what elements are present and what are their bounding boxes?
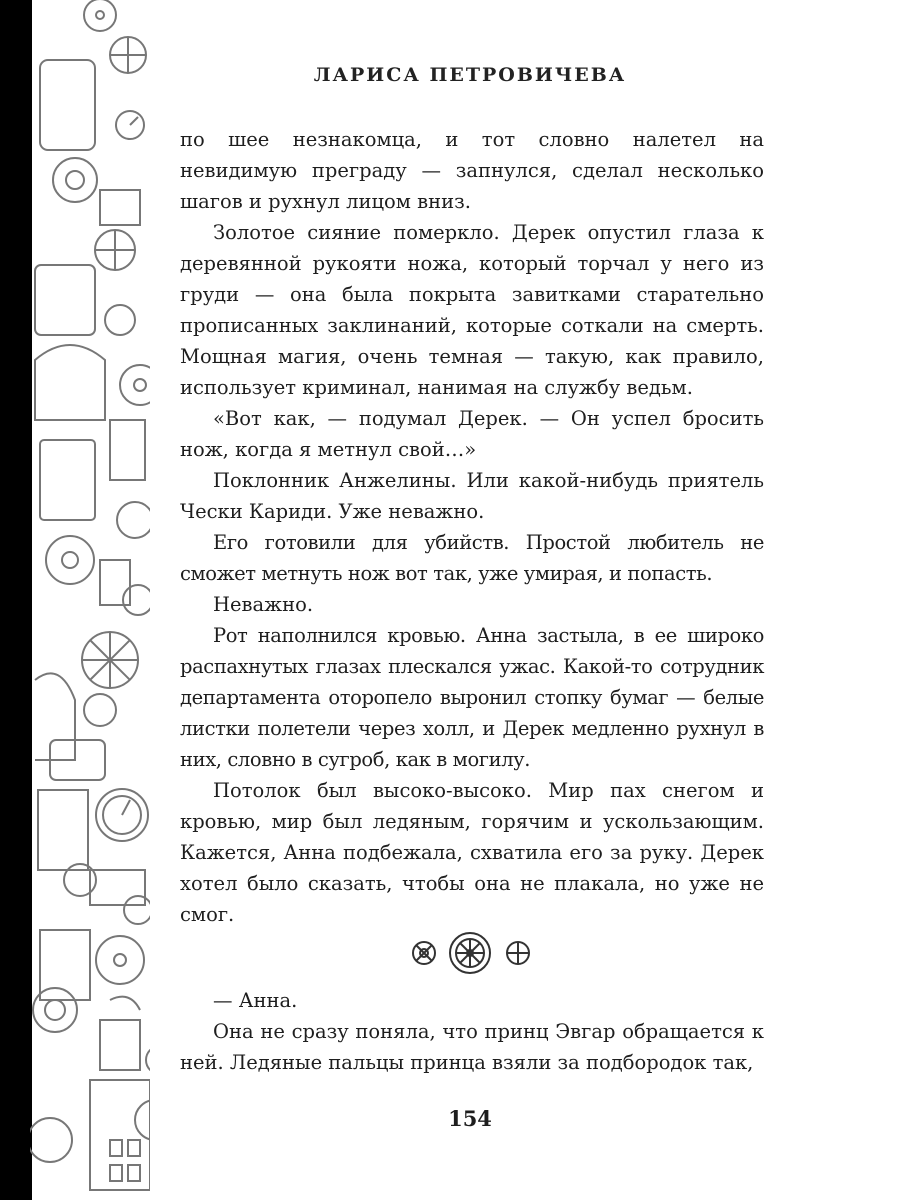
page-edge xyxy=(0,0,32,1200)
paragraph: Она не сразу поняла, что принц Эвгар обращается к ней. Ледяные пальцы принца взяли за подбородок так, xyxy=(180,1020,764,1074)
body-text-section-2 xyxy=(180,985,764,1078)
running-header-author: ЛАРИСА ПЕТРОВИЧЕВА xyxy=(313,64,627,86)
paragraph: по шее незнакомца, и тот словно налетел на невидимую преграду — запнулся, сделал несколько шагов и рухнул лицом вниз. xyxy=(180,128,764,213)
paragraph: Неважно. xyxy=(213,593,314,616)
paragraph: — Анна. xyxy=(213,989,298,1012)
gear-divider-icon xyxy=(410,930,534,976)
paragraph: Золотое сияние померкло. Дерек опустил глаза к деревянной рукояти ножа, который торчал у него из груди — она была покрыта завитками старательно прописанных заклинаний, которые соткали на смерть. Мощная магия, очень темная — такую, как правило, использует криминал, нанимая на службу ведьм. xyxy=(180,221,764,399)
paragraph: Поклонник Анжелины. Или какой-нибудь приятель Чески Кариди. Уже неважно. xyxy=(180,469,764,523)
paragraph: Его готовили для убийств. Простой любитель не сможет метнуть нож вот так, уже умирая, и попасть. xyxy=(180,531,764,585)
paragraph: Рот наполнился кровью. Анна застыла, в ее широко распахнутых глазах плескался ужас. Какой-то сотрудник департамента оторопело выронил стопку бумаг — белые листки полетели через холл, и Дерек медленно рухнул в них, словно в сугроб, как в могилу. xyxy=(180,624,764,771)
steampunk-gears-border-icon xyxy=(30,0,150,1200)
page-number: 154 xyxy=(448,1106,492,1131)
body-text xyxy=(180,124,764,930)
paragraph: Потолок был высоко-высоко. Мир пах снегом и кровью, мир был ледяным, горячим и ускользающим. Кажется, Анна подбежала, схватила его за руку. Дерек хотел было сказать, чтобы она не плакала, но уже не смог. xyxy=(180,779,764,926)
paragraph: «Вот как, — подумал Дерек. — Он успел бросить нож, когда я метнул свой…» xyxy=(180,407,764,461)
